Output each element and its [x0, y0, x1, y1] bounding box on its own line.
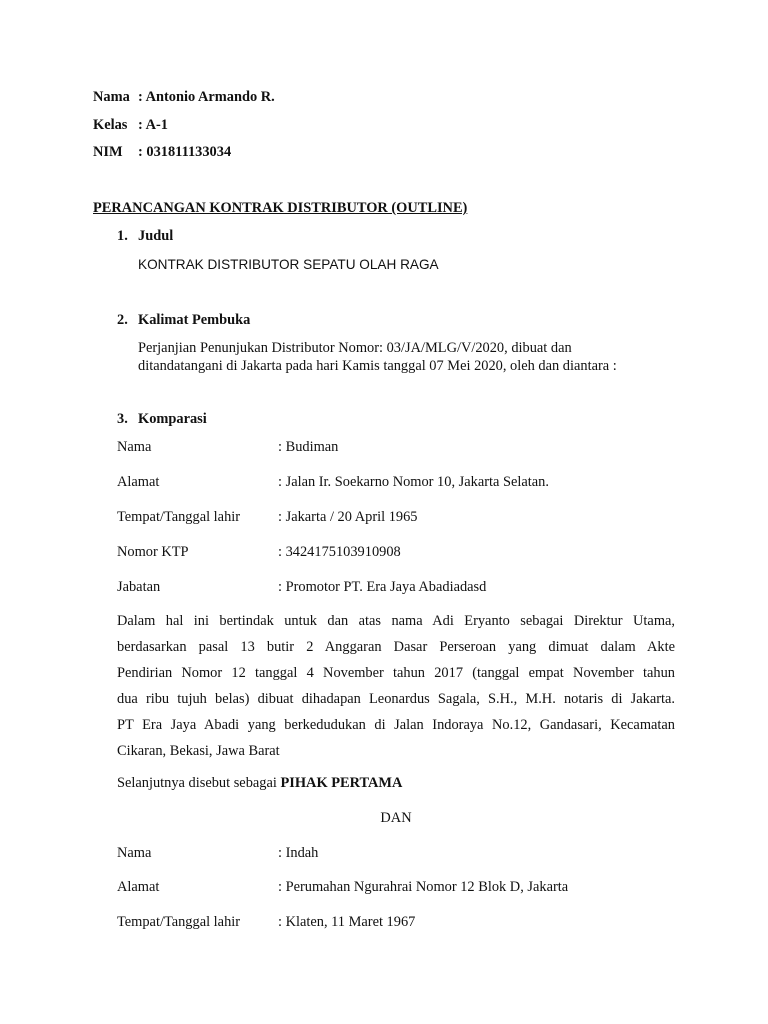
field-label: Nama: [117, 439, 152, 455]
paragraph-line: dua ribu tujuh belas) dibuat dihadapan Leonardus Sagala, S.H., M.H. notaris di Jakarta.: [117, 691, 675, 707]
field-value: : Budiman: [278, 439, 339, 455]
section-number: 3.: [117, 411, 128, 427]
field-value: : 3424175103910908: [278, 544, 401, 560]
nim-label: NIM: [93, 144, 123, 160]
field-value: : Promotor PT. Era Jaya Abadiadasd: [278, 579, 487, 595]
section-title: Kalimat Pembuka: [138, 312, 251, 328]
section-number: 2.: [117, 312, 128, 328]
document-title: PERANCANGAN KONTRAK DISTRIBUTOR (OUTLINE): [93, 200, 468, 216]
section-number: 1.: [117, 228, 128, 244]
paragraph-line: Cikaran, Bekasi, Jawa Barat: [117, 743, 280, 759]
field-value: : Klaten, 11 Maret 1967: [278, 914, 416, 930]
field-value: : Jakarta / 20 April 1965: [278, 509, 418, 525]
field-label: Nomor KTP: [117, 544, 189, 560]
paragraph-line: Pendirian Nomor 12 tanggal 4 November tahun 2017 (tanggal empat November tahun: [117, 665, 675, 681]
field-label: Alamat: [117, 474, 160, 490]
field-label: Jabatan: [117, 579, 161, 595]
field-value: : Jalan Ir. Soekarno Nomor 10, Jakarta Selatan.: [278, 474, 549, 490]
field-value: : Perumahan Ngurahrai Nomor 12 Blok D, Jakarta: [278, 879, 569, 895]
field-label: Nama: [117, 845, 152, 861]
opening-line: Perjanjian Penunjukan Distributor Nomor: 03/JA/MLG/V/2020, dibuat dan: [138, 340, 572, 356]
section-title: Komparasi: [138, 411, 207, 427]
nim-value: : 031811133034: [138, 144, 232, 160]
party-one-label: PIHAK PERTAMA: [280, 775, 403, 791]
section-title: Judul: [138, 228, 174, 244]
class-label: Kelas: [93, 117, 128, 133]
field-value: : Indah: [278, 845, 319, 861]
class-value: : A-1: [138, 117, 168, 133]
field-label: Tempat/Tanggal lahir: [117, 914, 241, 930]
name-value: : Antonio Armando R.: [138, 89, 275, 105]
party-one-designation: [117, 774, 402, 792]
name-label: Nama: [93, 89, 130, 105]
opening-line: ditandatangani di Jakarta pada hari Kamis tanggal 07 Mei 2020, oleh dan diantara :: [138, 358, 617, 374]
contract-title: KONTRAK DISTRIBUTOR SEPATU OLAH RAGA: [138, 257, 439, 272]
separator-dan: DAN: [380, 810, 412, 826]
designation-prefix: Selanjutnya disebut sebagai: [117, 775, 281, 791]
paragraph-line: berdasarkan pasal 13 butir 2 Anggaran Dasar Perseroan yang dimuat dalam Akte: [117, 639, 675, 655]
paragraph-line: PT Era Jaya Abadi yang berkedudukan di Jalan Indoraya No.12, Gandasari, Kecamatan: [117, 717, 675, 733]
paragraph-line: Dalam hal ini bertindak untuk dan atas nama Adi Eryanto sebagai Direktur Utama,: [117, 613, 675, 629]
field-label: Tempat/Tanggal lahir: [117, 509, 241, 525]
field-label: Alamat: [117, 879, 160, 895]
